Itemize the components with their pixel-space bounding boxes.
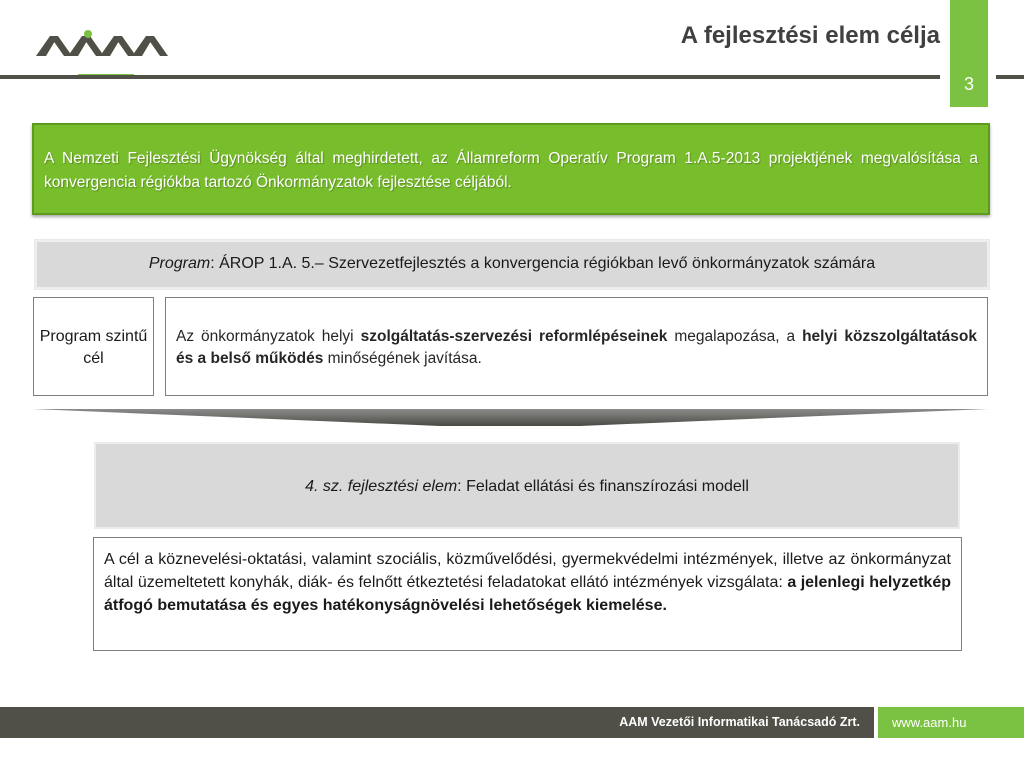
intro-box xyxy=(32,123,990,215)
program-line xyxy=(35,255,989,273)
description-bold: a jelenlegi helyzetkép átfogó bemutatása és egyes hatékonyságnövelési lehetőségek kiemelése. xyxy=(104,574,952,614)
development-element-line xyxy=(96,478,958,496)
header-divider xyxy=(0,75,940,79)
goal-text-bold2: helyi közszolgáltatások és a belső működés xyxy=(176,328,978,367)
goal-label-box xyxy=(33,297,154,396)
development-element-bar xyxy=(94,442,960,529)
development-element-text: : Feladat ellátási és finanszírozási modell xyxy=(457,478,749,495)
page-title: A fejlesztési elem célja xyxy=(680,22,940,49)
footer-company: AAM Vezetői Informatikai Tanácsadó Zrt. xyxy=(619,715,860,729)
footer-bar xyxy=(0,707,874,738)
footer-url-link[interactable]: www.aam.hu xyxy=(892,715,967,730)
goal-box xyxy=(165,297,988,396)
description-plain: A cél a köznevelési-oktatási, valamint szociális, közművelődési, gyermekvédelmi intézmények, illetve az önkormányzat által üzemeltetett konyhák, diák- és felnőtt étkeztetési feladatokat ellátó intézmények vizsgálata: xyxy=(104,551,951,591)
intro-text: A Nemzeti Fejlesztési Ügynökség által meghirdetett, az Államreform Operatív Program 1.A.5-2013 projektjének megvalósítása a konvergencia régiókba tartozó Önkormányzatok fejlesztése céljából. xyxy=(44,150,978,191)
goal-text-part1: Az önkormányzatok helyi xyxy=(176,328,361,345)
goal-text-part2: megalapozása, a xyxy=(667,328,803,345)
program-label: Program xyxy=(148,255,211,272)
description-text xyxy=(104,548,951,617)
development-element-label: 4. sz. fejlesztési elem xyxy=(305,478,458,495)
goal-text-bold1: szolgáltatás-szervezési reformlépéseinek xyxy=(360,328,668,345)
description-box xyxy=(93,537,962,651)
footer-url-box xyxy=(878,707,1024,738)
goal-text xyxy=(176,326,977,370)
program-text: : ÁROP 1.A. 5.– Szervezetfejlesztés a konvergencia régiókban levő önkormányzatok számára xyxy=(210,255,876,272)
down-arrow-band-icon xyxy=(32,406,988,428)
program-bar xyxy=(34,239,990,290)
aam-logo-icon xyxy=(36,26,172,82)
goal-label: Program szintű cél xyxy=(39,328,148,367)
header-divider-right xyxy=(996,75,1024,79)
page-number: 3 xyxy=(963,74,974,94)
goal-text-part3: minőségének javítása. xyxy=(323,350,482,367)
